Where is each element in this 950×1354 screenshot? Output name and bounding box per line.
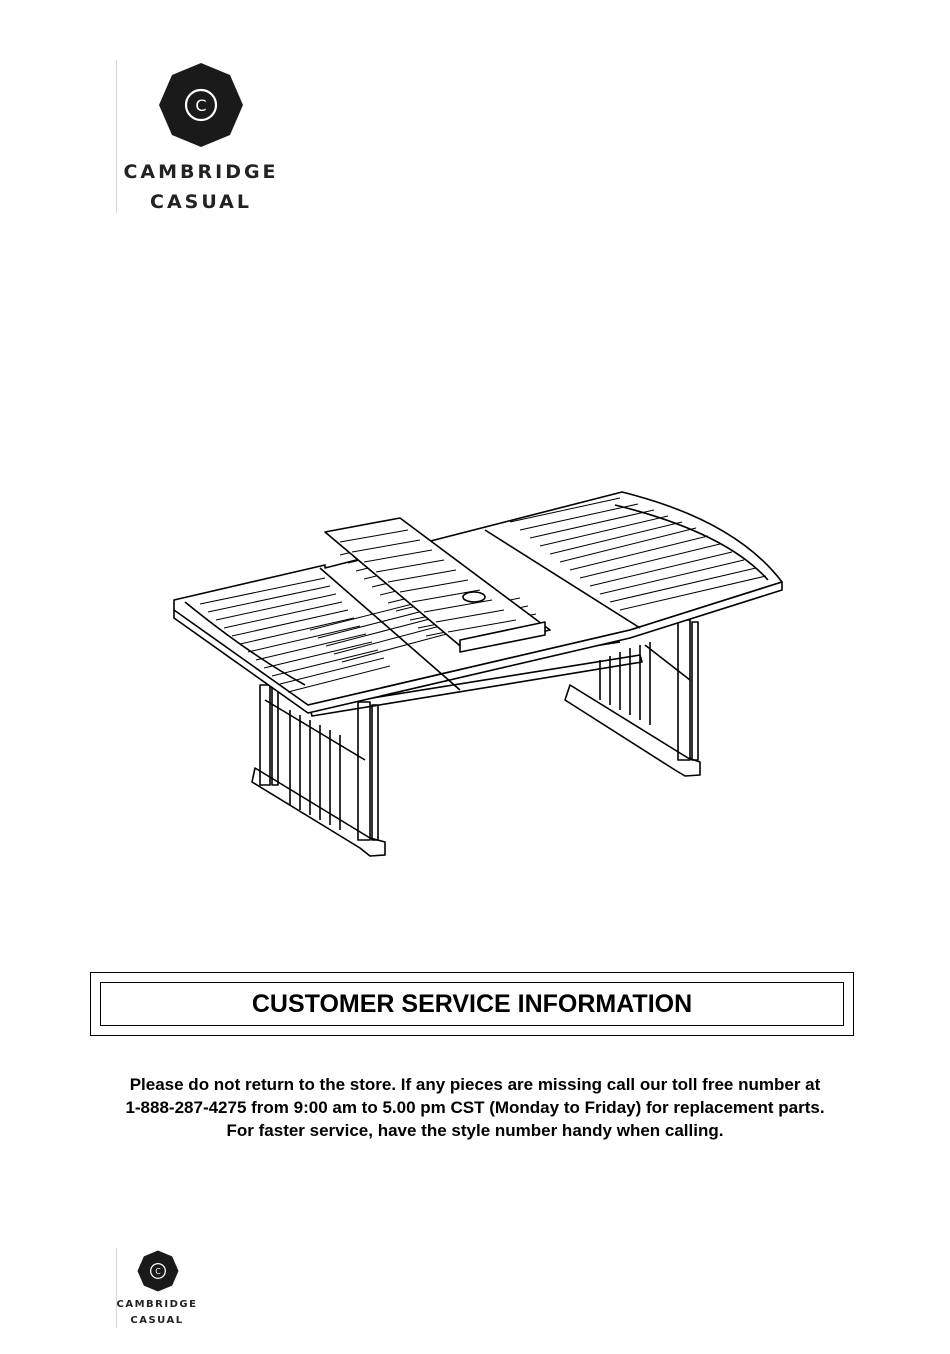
customer-service-inner-frame: [100, 982, 844, 1026]
notice-line: For faster service, have the style number handy when calling.: [226, 1121, 724, 1140]
brand-badge-icon: [158, 62, 244, 148]
brand-logo-top: [116, 60, 286, 214]
brand-name-line1: CAMBRIDGE: [123, 161, 279, 183]
svg-text:C: C: [155, 1266, 161, 1276]
customer-service-notice: [60, 1073, 890, 1142]
svg-text:C: C: [195, 96, 207, 115]
extension-table-illustration: [160, 480, 800, 870]
notice-line: Please do not return to the store. If any pieces are missing call our toll free number at: [129, 1075, 821, 1094]
brand-name-line1: CAMBRIDGE: [116, 1299, 198, 1310]
customer-service-title: CUSTOMER SERVICE INFORMATION: [251, 989, 693, 1018]
brand-logo-bottom: [116, 1248, 206, 1328]
notice-line: 1-888-287-4275 from 9:00 am to 5.00 pm CST (Monday to Friday) for replacement parts.: [125, 1098, 825, 1117]
customer-service-frame: [90, 972, 854, 1036]
brand-name-line2: CASUAL: [150, 191, 252, 213]
brand-badge-icon: [137, 1250, 179, 1292]
brand-name-line2: CASUAL: [130, 1315, 184, 1326]
